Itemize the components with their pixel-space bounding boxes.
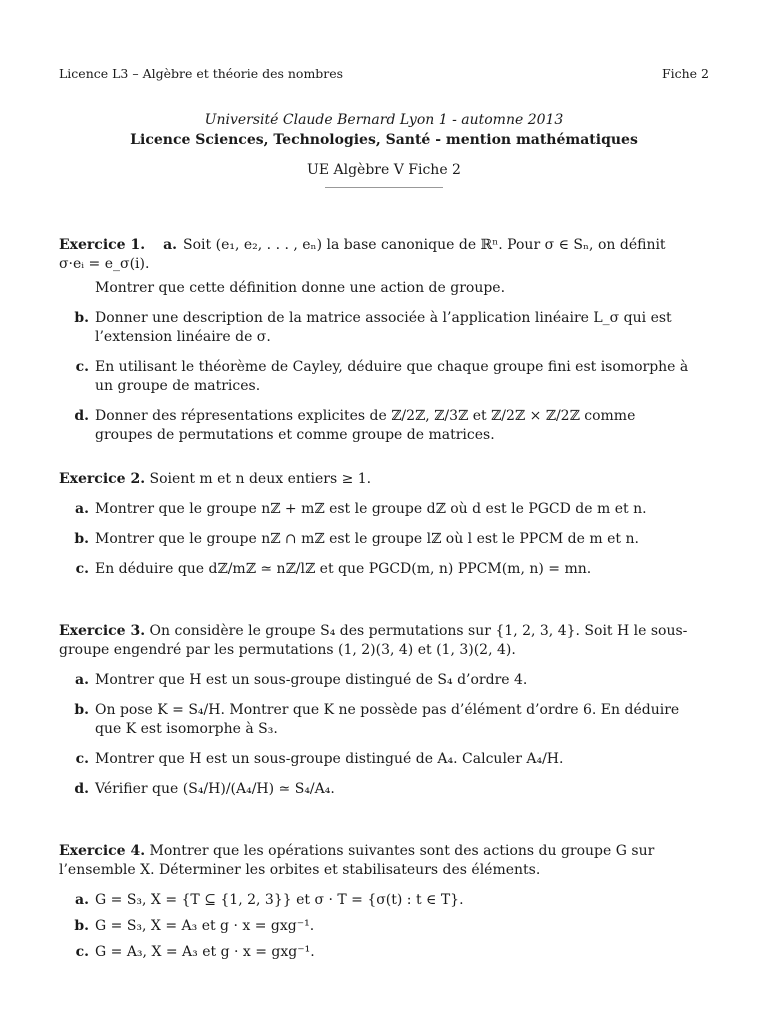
item-label: b.	[74, 531, 89, 547]
item-text: Vérifier que (S₄/H)/(A₄/H) ≃ S₄/A₄.	[95, 781, 335, 797]
item-text: Donner des répresentations explicites de ℤ/2ℤ, ℤ/3ℤ et ℤ/2ℤ × ℤ/2ℤ comme groupes de permutations et comme groupe de matrices.	[95, 408, 636, 443]
list-item	[59, 560, 690, 579]
item-text: Montrer que H est un sous-groupe distingué de A₄. Calculer A₄/H.	[95, 751, 564, 767]
exercise-1	[59, 236, 690, 445]
exercise-heading: Exercice 2.	[59, 471, 146, 487]
list-item	[59, 701, 690, 739]
item-label: b.	[74, 702, 89, 718]
item-text: G = S₃, X = A₃ et g · x = gxg⁻¹.	[95, 918, 315, 934]
exercise-3	[59, 622, 690, 799]
item-text: En utilisant le théorème de Cayley, déduire que chaque groupe fini est isomorphe à un groupe de matrices.	[95, 359, 689, 394]
item-label: d.	[74, 408, 89, 424]
list-item	[59, 407, 690, 445]
exercise-2	[59, 470, 690, 579]
item-text: Montrer que le groupe nℤ + mℤ est le groupe dℤ où d est le PGCD de m et n.	[95, 501, 647, 517]
ue-line: UE Algèbre V Fiche 2	[307, 162, 461, 178]
item-text: G = A₃, X = A₃ et g · x = gxg⁻¹.	[95, 944, 315, 960]
header-course: Licence L3 – Algèbre et théorie des nombres	[59, 66, 344, 81]
item-text: Soit (e₁, e₂, . . . , eₙ) la base canonique de ℝⁿ. Pour σ ∈ Sₙ, on définit σ·eᵢ = e_σ(i).	[59, 237, 666, 272]
list-item	[59, 500, 690, 519]
licence-line: Licence Sciences, Technologies, Santé - mention mathématiques	[130, 132, 638, 148]
list-item	[59, 780, 690, 799]
item-text: On pose K = S₄/H. Montrer que K ne possède pas d’élément d’ordre 6. En déduire que K est isomorphe à S₃.	[95, 702, 680, 737]
item-label: b.	[74, 310, 89, 326]
item-text: Donner une description de la matrice associée à l’application linéaire L_σ qui est l’extension linéaire de σ.	[95, 310, 672, 345]
list-item	[59, 309, 690, 347]
header-sheet: Fiche 2	[661, 66, 709, 81]
exercise-heading: Exercice 4.	[59, 843, 146, 859]
item-text: Montrer que H est un sous-groupe distingué de S₄ d’ordre 4.	[95, 672, 528, 688]
item-label: a.	[163, 237, 178, 253]
item-text: Montrer que le groupe nℤ ∩ mℤ est le groupe lℤ où l est le PPCM de m et n.	[95, 531, 639, 547]
item-text: G = S₃, X = {T ⊆ {1, 2, 3}} et σ · T = {σ(t) : t ∈ T}.	[95, 892, 464, 908]
list-item	[59, 750, 690, 769]
list-item	[59, 358, 690, 396]
exercise-intro: Soient m et n deux entiers ≥ 1.	[149, 471, 372, 487]
item-label: c.	[75, 359, 89, 375]
title-rule	[325, 187, 443, 188]
item-label: b.	[74, 918, 89, 934]
list-item	[59, 943, 690, 962]
running-header	[59, 66, 709, 81]
exercise-heading: Exercice 1.	[59, 237, 146, 253]
item-label: a.	[75, 892, 89, 908]
item-text: En déduire que dℤ/mℤ ≃ nℤ/lℤ et que PGCD(m, n) PPCM(m, n) = mn.	[95, 561, 592, 577]
item-label: a.	[75, 501, 89, 517]
list-item	[59, 530, 690, 549]
item-label: c.	[75, 561, 89, 577]
item-label: d.	[74, 781, 89, 797]
list-item	[59, 891, 690, 910]
item-label: c.	[75, 751, 89, 767]
exercise-intro: On considère le groupe S₄ des permutations sur {1, 2, 3, 4}. Soit H le sous-groupe engendré par les permutations (1, 2)(3, 4) et (1, 3)(2, 4).	[59, 623, 688, 658]
item-label: c.	[75, 944, 89, 960]
university-line: Université Claude Bernard Lyon 1 - automne 2013	[204, 112, 564, 128]
item-label: a.	[75, 672, 89, 688]
item-continuation: Montrer que cette définition donne une action de groupe.	[95, 280, 506, 296]
title-block	[0, 110, 768, 188]
exercise-4	[59, 842, 690, 962]
list-item	[59, 917, 690, 936]
exercise-heading: Exercice 3.	[59, 623, 146, 639]
exercise-intro: Montrer que les opérations suivantes sont des actions du groupe G sur l’ensemble X. Déterminer les orbites et stabilisateurs des éléments.	[59, 843, 655, 878]
list-item	[59, 671, 690, 690]
